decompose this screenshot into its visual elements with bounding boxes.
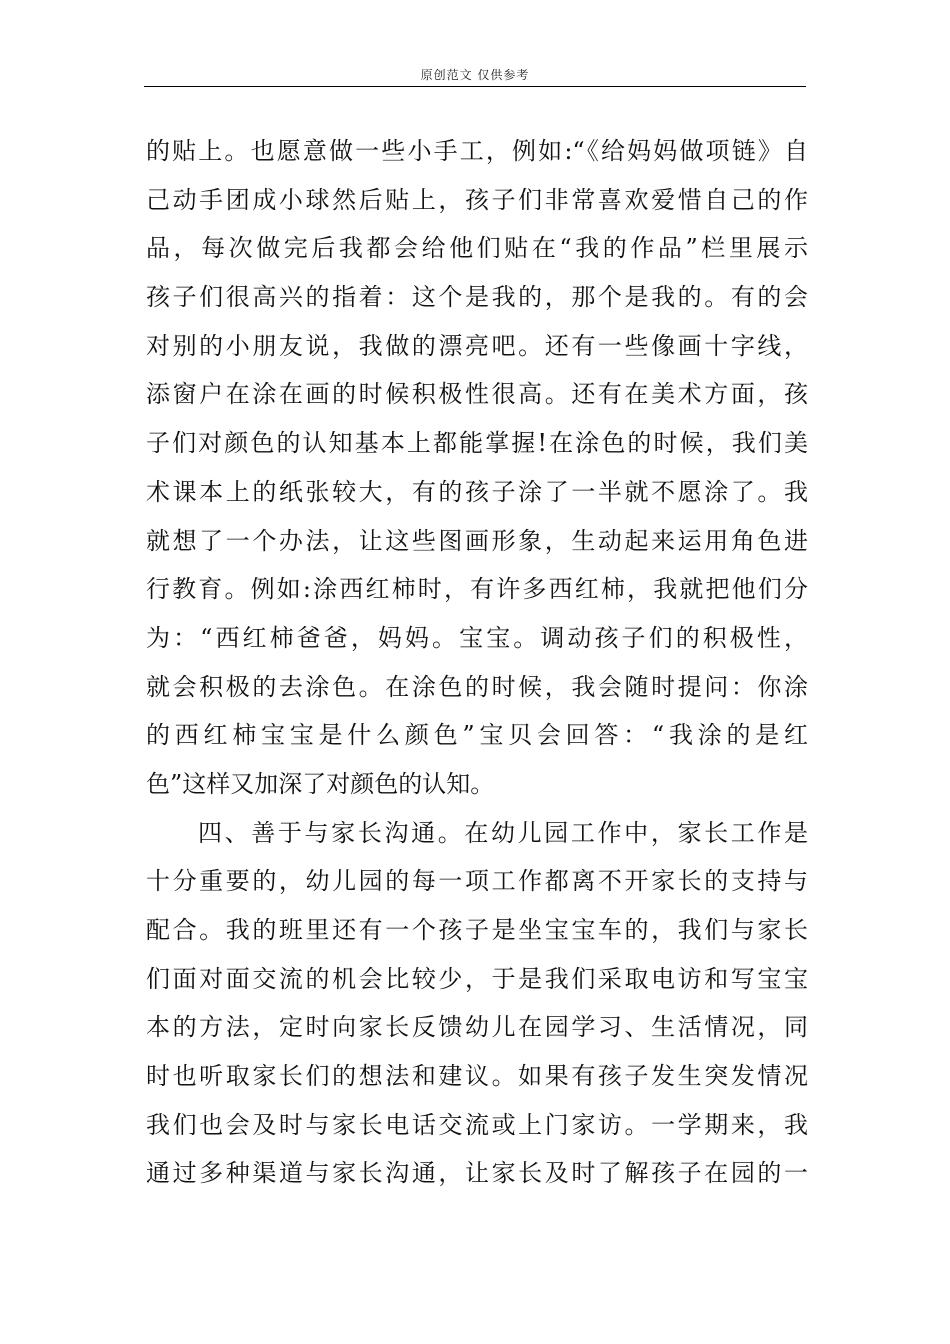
- text-line: 品，每次做完后我都会给他们贴在“我的作品”栏里展示: [146, 234, 808, 263]
- page-header: [144, 60, 806, 87]
- text-line: 对别的小朋友说，我做的漂亮吧。还有一些像画十字线，: [146, 331, 808, 360]
- text-line: 行教育。例如:涂西红柿时，有许多西红柿，我就把他们分: [146, 575, 808, 604]
- text-line: 为：“西红柿爸爸，妈妈。宝宝。调动孩子们的积极性，: [146, 623, 808, 652]
- document-body: [146, 127, 808, 1198]
- paragraph-end-line: 色”这样又加深了对颜色的认知。: [146, 769, 495, 798]
- text-line: 孩子们很高兴的指着：这个是我的，那个是我的。有的会: [146, 283, 808, 312]
- header-text: 原创范文 仅供参考: [420, 68, 530, 82]
- text-line: 就会积极的去涂色。在涂色的时候，我会随时提问：你涂: [146, 672, 808, 701]
- text-line: 通过多种渠道与家长沟通，让家长及时了解孩子在园的一: [146, 1159, 808, 1188]
- text-line: 我们也会及时与家长电话交流或上门家访。一学期来，我: [146, 1110, 808, 1139]
- text-line: 的贴上。也愿意做一些小手工，例如:“《给妈妈做项链》自: [146, 137, 808, 165]
- text-line: 就想了一个办法，让这些图画形象，生动起来运用角色进: [146, 526, 808, 555]
- text-line: 本的方法，定时向家长反馈幼儿在园学习、生活情况，同: [146, 1013, 808, 1042]
- text-line: 术课本上的纸张较大，有的孩子涂了一半就不愿涂了。我: [146, 477, 808, 506]
- text-line: 时也听取家长们的想法和建议。如果有孩子发生突发情况: [146, 1062, 808, 1091]
- text-line: 们面对面交流的机会比较少，于是我们采取电访和写宝宝: [146, 964, 808, 993]
- text-line: 配合。我的班里还有一个孩子是坐宝宝车的，我们与家长: [146, 916, 808, 944]
- text-line: 子们对颜色的认知基本上都能掌握!在涂色的时候，我们美: [146, 429, 808, 458]
- text-line: 十分重要的，幼儿园的每一项工作都离不开家长的支持与: [146, 867, 808, 896]
- text-line: 的西红柿宝宝是什么颜色”宝贝会回答：“我涂的是红: [146, 721, 808, 750]
- text-line: 添窗户在涂在画的时候积极性很高。还有在美术方面，孩: [146, 380, 808, 409]
- paragraph-start-line: 四、善于与家长沟通。在幼儿园工作中，家长工作是: [198, 818, 808, 847]
- text-line: 己动手团成小球然后贴上，孩子们非常喜欢爱惜自己的作: [146, 185, 808, 214]
